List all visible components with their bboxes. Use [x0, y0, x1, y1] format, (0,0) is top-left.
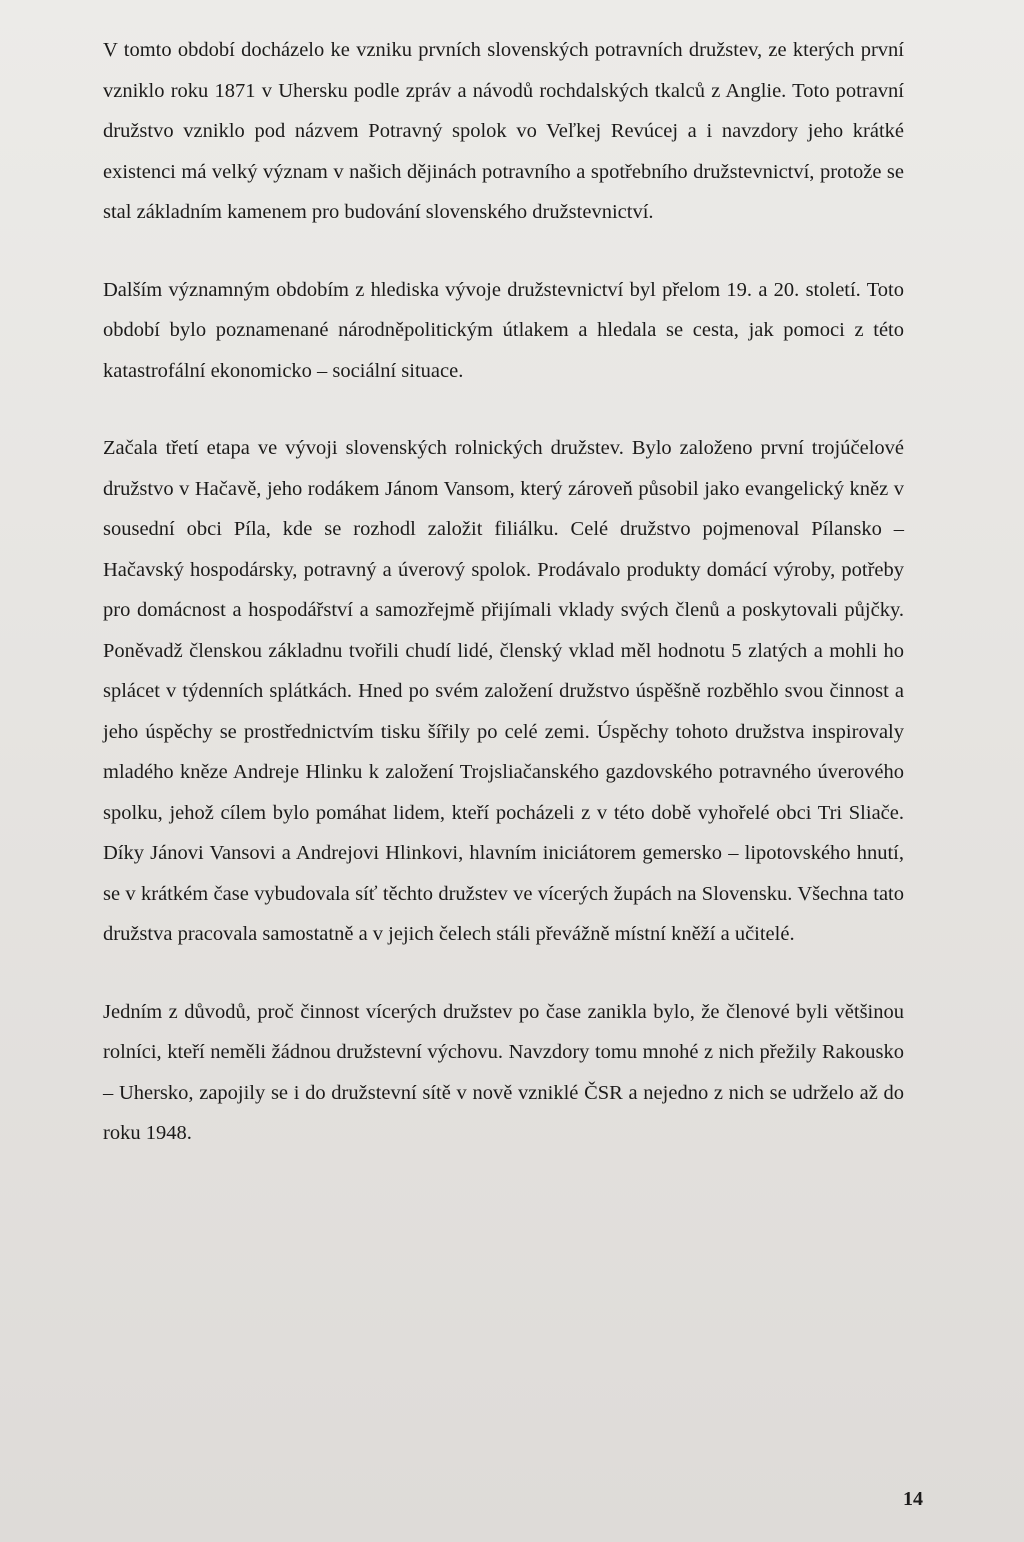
paragraph-4: Jedním z důvodů, proč činnost vícerých družstev po čase zanikla bylo, že členové byli většinou rolníci, kteří neměli žádnou družstevní výchovu. Navzdory tomu mnohé z nich přežily Rakousko – Uhersko, zapojily se i do družstevní sítě v nově vzniklé ČSR a nejedno z nich se udrželo až do roku 1948. — [103, 1000, 904, 1144]
paragraph-3: Začala třetí etapa ve vývoji slovenských rolnických družstev. Bylo založeno první trojúčelové družstvo v Hačavě, jeho rodákem Jánom Vansom, který zároveň působil jako evangelický kněz v sousední obci Píla, kde se rozhodl založit filiálku. Celé družstvo pojmenoval Pílansko – Hačavský hospodársky, potravný a úverový spolok. Prodávalo produkty domácí výroby, potřeby pro domácnost a hospodářství a samozřejmě přijímali vklady svých členů a poskytovali půjčky. Poněvadž členskou základnu tvořili chudí lidé, členský vklad měl hodnotu 5 zlatých a mohli ho splácet v týdenních splátkách. Hned po svém založení družstvo úspěšně rozběhlo svou činnost a jeho úspěchy se prostřednictvím tisku šířily po celé zemi. Úspěchy tohoto družstva inspirovaly mladého kněze Andreje Hlinku k založení Trojsliačanského gazdovského potravného úverového spolku, jehož cílem bylo pomáhat lidem, kteří pocházeli z v této době vyhořelé obci Tri Sliače. Díky Jánovi Vansovi a Andrejovi Hlinkovi, hlavním iniciátorem gemersko – lipotovského hnutí, se v krátkém čase vybudovala síť těchto družstev ve vícerých župách na Slovensku. Všechna tato družstva pracovala samostatně a v jejich čelech stáli převážně místní kněží a učitelé. — [103, 437, 904, 945]
page-number: 14 — [903, 1488, 923, 1510]
paragraph-2: Dalším významným obdobím z hlediska vývoje družstevnictví byl přelom 19. a 20. století. Toto období bylo poznamenané národněpolitickým útlakem a hledala se cesta, jak pomoci z této katastrofální ekonomicko – sociální situace. — [103, 278, 904, 382]
paragraph-1: V tomto období docházelo ke vzniku prvních slovenských potravních družstev, ze kterých první vzniklo roku 1871 v Uhersku podle zpráv a návodů rochdalských tkalců z Anglie. Toto potravní družstvo vzniklo pod názvem Potravný spolok vo Veľkej Revúcej a i navzdory jeho krátké existenci má velký význam v našich dějinách potravního a spotřebního družstevnictví, protože se stal základním kamenem pro budování slovenského družstevnictví. — [103, 39, 904, 223]
